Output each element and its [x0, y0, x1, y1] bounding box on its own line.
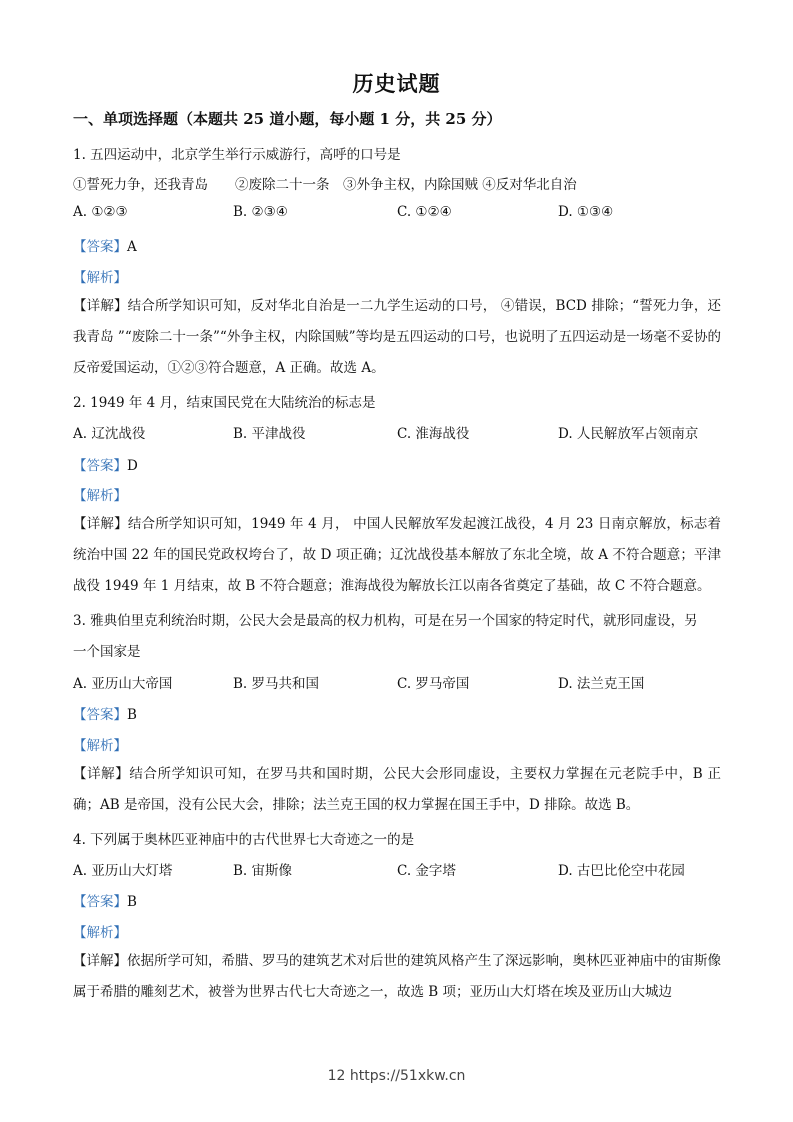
answer-value: D	[127, 458, 138, 474]
question-3-detail	[73, 759, 721, 821]
analysis-tag: 【解析】	[73, 270, 127, 286]
detail-text: 结合所学知识可知，在罗马共和国时期，公民大会形同虚设，主要权力掌握在元老院手中，B 正确；AB 是帝国，没有公民大会，排除；法兰克王国的权力掌握在国王手中，D 排除。故选 B。	[73, 766, 721, 813]
answer-tag: 【答案】	[73, 894, 127, 910]
analysis-tag: 【解析】	[73, 738, 127, 754]
question-4-option-a: A. 亚历山大灯塔	[73, 863, 173, 879]
page-footer: 12 https://51xkw.cn	[327, 1068, 466, 1084]
question-2-detail	[73, 509, 721, 602]
question-1-answer	[73, 235, 137, 255]
answer-value: B	[127, 707, 137, 723]
question-2-stem: 2. 1949 年 4 月，结束国民党在大陆统治的标志是	[73, 395, 376, 411]
analysis-tag: 【解析】	[73, 488, 127, 504]
question-4-option-d: D. 古巴比伦空中花园	[558, 863, 685, 879]
question-1-stem: 1. 五四运动中，北京学生举行示威游行，高呼的口号是	[73, 147, 401, 163]
page-title: 历史试题	[352, 71, 441, 96]
question-4-answer	[73, 890, 137, 910]
detail-text: 依据所学可知，希腊、罗马的建筑艺术对后世的建筑风格产生了深远影响，奥林匹亚神庙中的宙斯像属于希腊的雕刻艺术，被誉为世界古代七大奇迹之一，故选 B 项；亚历山大灯塔在埃及亚历山大城边	[73, 953, 721, 1000]
detail-tag: 【详解】	[73, 766, 130, 782]
question-2-option-d: D. 人民解放军占领南京	[558, 426, 699, 442]
question-2-option-b: B. 平津战役	[233, 426, 306, 442]
section-heading: 一、单项选择题（本题共 25 道小题，每小题 1 分，共 25 分）	[73, 110, 502, 128]
question-1-analysis	[73, 266, 127, 286]
detail-text: 结合所学知识可知，反对华北自治是一二九学生运动的口号， ④错误，BCD 排除；“誓死力争，还我青岛 ”“废除二十一条”“外争主权，内除国贼”等均是五四运动的口号，也说明了五四运动是一场毫不妥协的反帝爱国运动，①②③符合题意，A 正确。故选 A。	[73, 298, 721, 376]
question-3-option-b: B. 罗马共和国	[233, 676, 320, 692]
question-2-answer	[73, 454, 138, 474]
question-1-detail	[73, 291, 721, 384]
question-4-analysis	[73, 921, 127, 941]
question-1-option-d: D. ①③④	[558, 204, 614, 220]
answer-tag: 【答案】	[73, 458, 127, 474]
answer-tag: 【答案】	[73, 239, 127, 255]
question-3-option-a: A. 亚历山大帝国	[73, 676, 173, 692]
detail-text: 结合所学知识可知，1949 年 4 月， 中国人民解放军发起渡江战役，4 月 23 日南京解放，标志着统治中国 22 年的国民党政权垮台了，故 D 项正确；辽沈战役基本解放了东北全境，故 A 不符合题意；平津战役 1949 年 1 月结束，故 B 不符合题意；淮海战役为解放长江以南各省奠定了基础，故 C 不符合题意。	[73, 516, 721, 594]
detail-tag: 【详解】	[73, 516, 128, 532]
question-3-option-d: D. 法兰克王国	[558, 676, 645, 692]
detail-tag: 【详解】	[73, 953, 127, 969]
question-4-option-c: C. 金字塔	[397, 863, 456, 879]
question-1-option-b: B. ②③④	[233, 204, 288, 220]
question-1-option-a: A. ①②③	[73, 204, 128, 220]
question-1-statements: ①誓死力争，还我青岛 ②废除二十一条 ③外争主权，内除国贼 ④反对华北自治	[73, 177, 577, 193]
question-3-analysis	[73, 734, 127, 754]
question-3-answer	[73, 703, 137, 723]
answer-value: B	[127, 894, 137, 910]
question-2-option-a: A. 辽沈战役	[73, 426, 146, 442]
detail-tag: 【详解】	[73, 298, 128, 314]
question-2-analysis	[73, 484, 127, 504]
question-3-stem-continued: 一个国家是	[73, 644, 141, 660]
question-1-option-c: C. ①②④	[397, 204, 452, 220]
answer-value: A	[127, 239, 137, 255]
question-4-option-b: B. 宙斯像	[233, 863, 293, 879]
question-2-option-c: C. 淮海战役	[397, 426, 470, 442]
analysis-tag: 【解析】	[73, 925, 127, 941]
question-3-stem: 3. 雅典伯里克利统治时期，公民大会是最高的权力机构，可是在另一个国家的特定时代，就形同虚设，另	[73, 613, 698, 629]
question-4-stem: 4. 下列属于奥林匹亚神庙中的古代世界七大奇迹之一的是	[73, 832, 415, 848]
answer-tag: 【答案】	[73, 707, 127, 723]
question-3-option-c: C. 罗马帝国	[397, 676, 470, 692]
question-4-detail	[73, 946, 721, 1008]
